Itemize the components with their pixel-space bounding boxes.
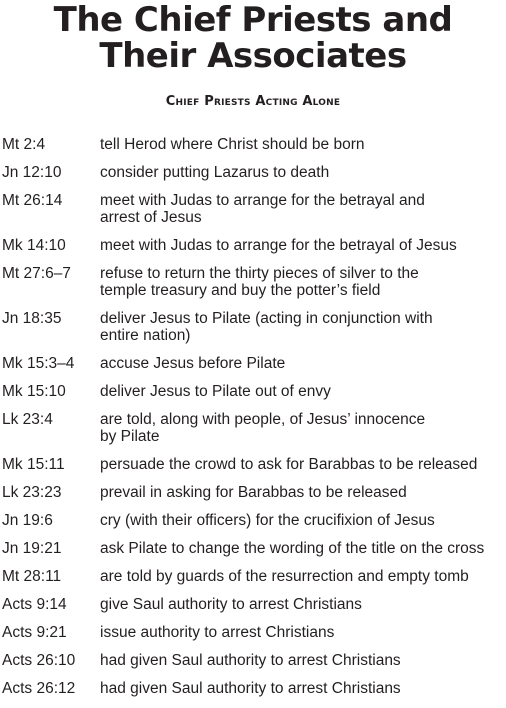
list-item bbox=[2, 265, 506, 299]
list-item bbox=[2, 383, 506, 400]
list-item bbox=[2, 310, 506, 344]
entry-description: are told by guards of the resurrection and empty tomb bbox=[100, 568, 469, 585]
scripture-reference: Mt 2:4 bbox=[2, 136, 46, 153]
entry-description: deliver Jesus to Pilate (acting in conjunction with entire nation) bbox=[100, 310, 433, 344]
section-heading: Chief Priests Acting Alone bbox=[165, 94, 341, 109]
scripture-reference: Acts 9:14 bbox=[2, 596, 67, 613]
scripture-reference: Mk 15:11 bbox=[2, 456, 65, 473]
scripture-reference: Jn 18:35 bbox=[2, 310, 62, 327]
list-item bbox=[2, 540, 506, 557]
entry-description: had given Saul authority to arrest Christians bbox=[100, 652, 401, 669]
entry-description: refuse to return the thirty pieces of silver to the temple treasury and buy the potter’s field bbox=[100, 265, 419, 299]
scripture-reference: Mt 26:14 bbox=[2, 192, 63, 209]
list-item bbox=[2, 484, 506, 501]
list-item bbox=[2, 192, 506, 226]
entry-description: cry (with their officers) for the crucifixion of Jesus bbox=[100, 512, 435, 529]
entry-description: are told, along with people, of Jesus’ innocence by Pilate bbox=[100, 411, 426, 445]
list-item bbox=[2, 411, 506, 445]
scripture-reference: Acts 26:12 bbox=[2, 680, 76, 697]
entry-description: meet with Judas to arrange for the betrayal of Jesus bbox=[100, 237, 457, 254]
entry-description: ask Pilate to change the wording of the title on the cross bbox=[100, 540, 485, 557]
scripture-reference: Acts 26:10 bbox=[2, 652, 76, 669]
scripture-reference: Lk 23:4 bbox=[2, 411, 53, 428]
scripture-reference: Mt 28:11 bbox=[2, 568, 62, 585]
entry-description: give Saul authority to arrest Christians bbox=[100, 596, 362, 613]
list-item bbox=[2, 456, 506, 473]
scripture-reference: Lk 23:23 bbox=[2, 484, 62, 501]
reference-list bbox=[2, 136, 506, 708]
entry-description: had given Saul authority to arrest Christians bbox=[100, 680, 401, 697]
entry-description: prevail in asking for Barabbas to be released bbox=[100, 484, 407, 501]
scripture-reference: Mk 15:3–4 bbox=[2, 355, 75, 372]
list-item bbox=[2, 652, 506, 669]
entry-description: consider putting Lazarus to death bbox=[100, 164, 330, 181]
list-item bbox=[2, 596, 506, 613]
entry-description: deliver Jesus to Pilate out of envy bbox=[100, 383, 331, 400]
entry-description: issue authority to arrest Christians bbox=[100, 624, 335, 641]
scripture-reference: Jn 19:21 bbox=[2, 540, 62, 557]
scripture-reference: Mk 14:10 bbox=[2, 237, 66, 254]
entry-description: accuse Jesus before Pilate bbox=[100, 355, 286, 372]
list-item bbox=[2, 164, 506, 181]
entry-description: persuade the crowd to ask for Barabbas to be released bbox=[100, 456, 478, 473]
page-title-line-1: The Chief Priests and bbox=[53, 0, 453, 40]
scripture-reference: Mk 15:10 bbox=[2, 383, 66, 400]
entry-description: meet with Judas to arrange for the betrayal and arrest of Jesus bbox=[100, 192, 425, 226]
page-title-line-2: Their Associates bbox=[99, 36, 407, 76]
list-item bbox=[2, 237, 506, 254]
list-item bbox=[2, 624, 506, 641]
list-item bbox=[2, 568, 506, 585]
list-item bbox=[2, 680, 506, 697]
list-item bbox=[2, 512, 506, 529]
list-item bbox=[2, 355, 506, 372]
page-title bbox=[0, 2, 506, 74]
entry-description: tell Herod where Christ should be born bbox=[100, 136, 365, 153]
scripture-reference: Acts 9:21 bbox=[2, 624, 67, 641]
scripture-reference: Mt 27:6–7 bbox=[2, 265, 71, 282]
scripture-reference: Jn 12:10 bbox=[2, 164, 62, 181]
scripture-reference: Jn 19:6 bbox=[2, 512, 53, 529]
list-item bbox=[2, 136, 506, 153]
